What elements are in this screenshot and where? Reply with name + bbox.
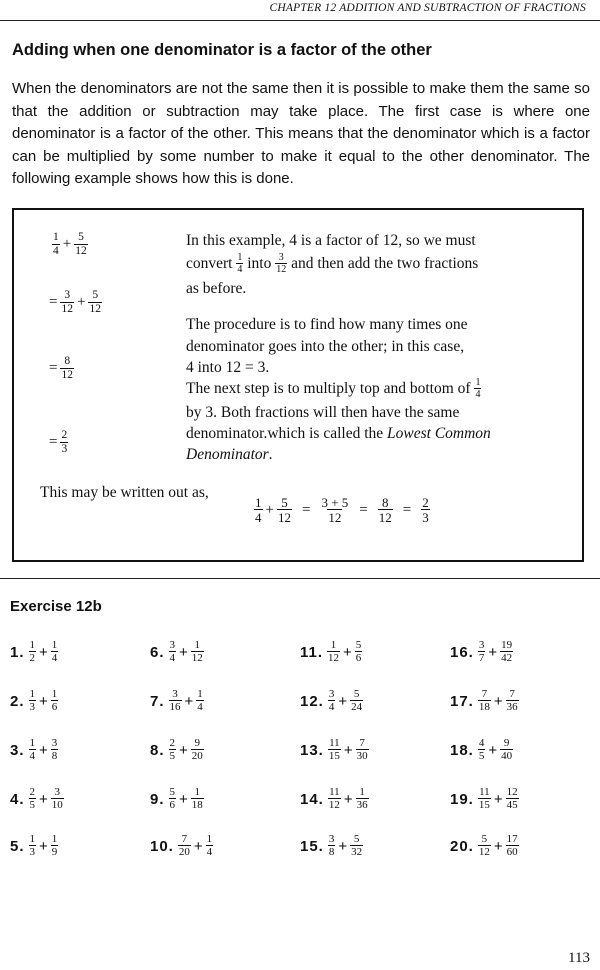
- exercise-item: 6. $\frac{3}{4}$ + $\frac{1}{12}$: [150, 639, 203, 664]
- fraction: $\frac{1}{12}$: [191, 639, 203, 664]
- fraction: $\frac{3}{8}$: [51, 737, 58, 762]
- header-rule: [0, 20, 600, 21]
- fraction: $\frac{1}{4}$: [51, 639, 58, 664]
- fraction: $\frac{3}{12}$: [61, 289, 73, 315]
- exercise-item: 12. $\frac{3}{4}$ + $\frac{5}{24}$: [300, 688, 363, 713]
- exercise-number: 3.: [10, 741, 25, 759]
- fraction: $\frac{4}{5}$: [478, 737, 485, 762]
- exercise-number: 11.: [300, 643, 324, 661]
- fraction: $\frac{2}{3}$: [422, 495, 429, 525]
- exercise-item: 5. $\frac{1}{3}$ + $\frac{1}{9}$: [10, 833, 58, 858]
- fraction: $\frac{9}{20}$: [191, 737, 203, 762]
- fraction: $\frac{5}{12}$: [277, 495, 291, 525]
- fraction: $\frac{19}{42}$: [501, 639, 513, 664]
- exercise-number: 4.: [10, 790, 25, 808]
- exercise-item: 13. $\frac{11}{15}$ + $\frac{7}{30}$: [300, 737, 368, 762]
- exercise-number: 19.: [450, 790, 474, 808]
- fraction: $\frac{3}{8}$: [328, 833, 335, 858]
- fraction: $\frac{3}{10}$: [51, 786, 63, 811]
- intro-paragraph: When the denominators are not the same then it is possible to make them the same so that the addition or subtraction may take place. The first case is where one denominator is a factor of the other. This means that the denominator which is a factor can be multiplied by some number to make it equal to the other denominator. The following example shows how this is done.: [12, 80, 590, 187]
- fraction: $\frac{1}{4}$: [255, 495, 262, 525]
- exercise-title: Exercise 12b: [10, 598, 102, 615]
- exercise-number: 8.: [150, 741, 165, 759]
- exercise-item: 18. $\frac{4}{5}$ + $\frac{9}{40}$: [450, 737, 513, 762]
- exercise-item: 15. $\frac{3}{8}$ + $\frac{5}{32}$: [300, 833, 363, 858]
- fraction: $\frac{9}{40}$: [501, 737, 513, 762]
- exercise-number: 13.: [300, 741, 324, 759]
- exercise-item: 20. $\frac{5}{12}$ + $\frac{17}{60}$: [450, 833, 518, 858]
- fraction: $\frac{1}{18}$: [191, 786, 203, 811]
- fraction: $\frac{1}{4}$: [206, 833, 213, 858]
- fraction: $\frac{3}{7}$: [478, 639, 485, 664]
- exercise-number: 20.: [450, 837, 474, 855]
- exercise-number: 6.: [150, 643, 165, 661]
- fraction: $\frac{1}{12}$: [328, 639, 340, 664]
- exercise-number: 5.: [10, 837, 25, 855]
- fraction: $\frac{7}{20}$: [178, 833, 190, 858]
- fraction: $\frac{11}{12}$: [328, 786, 340, 811]
- fraction: $\frac{17}{60}$: [506, 833, 518, 858]
- fraction: $\frac{2}{5}$: [169, 737, 176, 762]
- exercise-number: 12.: [300, 692, 324, 710]
- fraction: $\frac{1}{4}$: [197, 688, 203, 713]
- fraction: $\frac{7}{36}$: [506, 688, 518, 713]
- step-4: = $\frac{2}{3}$: [49, 429, 68, 455]
- explanation-line-3: as before.: [186, 280, 247, 297]
- fraction: $\frac{3}{4}$: [169, 639, 176, 664]
- fraction: $\frac{3}{16}$: [169, 688, 181, 713]
- fraction: $\frac{11}{15}$: [328, 737, 340, 762]
- section-rule: [0, 578, 600, 579]
- exercise-number: 17.: [450, 692, 474, 710]
- fraction: $\frac{5}{32}$: [351, 833, 363, 858]
- exercise-number: 2.: [10, 692, 25, 710]
- explanation-line-7: The next step is to multiply top and bottom of $\frac{1}{4}$: [186, 377, 481, 401]
- explanation-line-6: 4 into 12 = 3.: [186, 359, 270, 376]
- exercise-number: 10.: [150, 837, 174, 855]
- fraction: $\frac{1}{9}$: [51, 833, 58, 858]
- fraction: $\frac{8}{12}$: [61, 355, 73, 381]
- explanation-line-10: Denominator.: [186, 446, 273, 463]
- exercise-item: 17. $\frac{7}{18}$ + $\frac{7}{36}$: [450, 688, 518, 713]
- page-number: 113: [568, 950, 590, 966]
- exercise-item: 10. $\frac{7}{20}$ + $\frac{1}{4}$: [150, 833, 213, 858]
- fraction: $\frac{12}{45}$: [506, 786, 518, 811]
- step-1: $\frac{1}{4}$ + $\frac{5}{12}$: [53, 231, 87, 257]
- explanation-line-9: denominator.which is called the Lowest Common: [186, 425, 491, 442]
- exercise-item: 16. $\frac{3}{7}$ + $\frac{19}{42}$: [450, 639, 513, 664]
- fraction: $\frac{5}{12}$: [75, 231, 87, 257]
- fraction: $\frac{3}{4}$: [328, 688, 335, 713]
- exercise-number: 15.: [300, 837, 324, 855]
- exercise-number: 9.: [150, 790, 165, 808]
- fraction: $\frac{5}{6}$: [169, 786, 176, 811]
- fraction: $\frac{8}{12}$: [378, 495, 392, 525]
- exercise-item: 19. $\frac{11}{15}$ + $\frac{12}{45}$: [450, 786, 518, 811]
- explanation-line-5: denominator goes into the other; in this case,: [186, 338, 465, 355]
- fraction: $\frac{7}{30}$: [356, 737, 368, 762]
- summary-equation: $\frac{1}{4}$ + $\frac{5}{12}$ = $\frac{3 + 5}{12}$ = $\frac{8}{12}$ = $\frac{2}{3}$: [255, 495, 429, 525]
- explanation-line-2: convert $\frac{1}{4}$ into $\frac{3}{12}$ and then add the two fractions: [186, 252, 479, 276]
- fraction: $\frac{2}{5}$: [29, 786, 36, 811]
- fraction: $\frac{2}{3}$: [61, 429, 68, 455]
- section-title: Adding when one denominator is a factor of the other: [12, 41, 432, 59]
- exercise-number: 14.: [300, 790, 324, 808]
- exercise-item: 2. $\frac{1}{3}$ + $\frac{1}{6}$: [10, 688, 58, 713]
- summary-label: This may be written out as,: [40, 484, 209, 501]
- exercise-number: 7.: [150, 692, 165, 710]
- fraction: $\frac{5}{6}$: [355, 639, 362, 664]
- exercise-item: 4. $\frac{2}{5}$ + $\frac{3}{10}$: [10, 786, 63, 811]
- exercise-item: 3. $\frac{1}{4}$ + $\frac{3}{8}$: [10, 737, 58, 762]
- fraction: $\frac{11}{15}$: [478, 786, 490, 811]
- exercise-number: 18.: [450, 741, 474, 759]
- exercise-number: 1.: [10, 643, 25, 661]
- fraction: $\frac{5}{12}$: [478, 833, 490, 858]
- explanation-line-4: The procedure is to find how many times one: [186, 316, 468, 333]
- exercise-item: 8. $\frac{2}{5}$ + $\frac{9}{20}$: [150, 737, 203, 762]
- step-2: = $\frac{3}{12}$ + $\frac{5}{12}$: [49, 289, 101, 315]
- fraction: $\frac{1}{36}$: [356, 786, 368, 811]
- fraction: $\frac{1}{6}$: [51, 688, 58, 713]
- fraction: $\frac{1}{3}$: [29, 833, 36, 858]
- fraction: $\frac{1}{4}$: [53, 231, 59, 257]
- exercise-item: 11. $\frac{1}{12}$ + $\frac{5}{6}$: [300, 639, 362, 664]
- exercise-number: 16.: [450, 643, 474, 661]
- fraction: $\frac{3 + 5}{12}$: [321, 495, 349, 525]
- fraction: $\frac{1}{4}$: [237, 252, 243, 276]
- exercise-item: 7. $\frac{3}{16}$ + $\frac{1}{4}$: [150, 688, 203, 713]
- fraction: $\frac{1}{3}$: [29, 688, 36, 713]
- exercise-item: 9. $\frac{5}{6}$ + $\frac{1}{18}$: [150, 786, 203, 811]
- fraction: $\frac{3}{12}$: [276, 252, 287, 276]
- worked-example-box: [12, 208, 584, 562]
- fraction: $\frac{1}{2}$: [29, 639, 36, 664]
- step-3: = $\frac{8}{12}$: [49, 355, 73, 381]
- fraction: $\frac{1}{4}$: [475, 377, 481, 401]
- fraction: $\frac{1}{4}$: [29, 737, 36, 762]
- fraction: $\frac{5}{24}$: [351, 688, 363, 713]
- running-header: CHAPTER 12 ADDITION AND SUBTRACTION OF FRACTIONS: [269, 2, 586, 14]
- fraction: $\frac{7}{18}$: [478, 688, 490, 713]
- fraction: $\frac{5}{12}$: [89, 289, 101, 315]
- explanation-line-8: by 3. Both fractions will then have the same: [186, 404, 460, 421]
- exercise-item: 14. $\frac{11}{12}$ + $\frac{1}{36}$: [300, 786, 368, 811]
- explanation-line-1: In this example, 4 is a factor of 12, so we must: [186, 232, 476, 249]
- exercise-item: 1. $\frac{1}{2}$ + $\frac{1}{4}$: [10, 639, 58, 664]
